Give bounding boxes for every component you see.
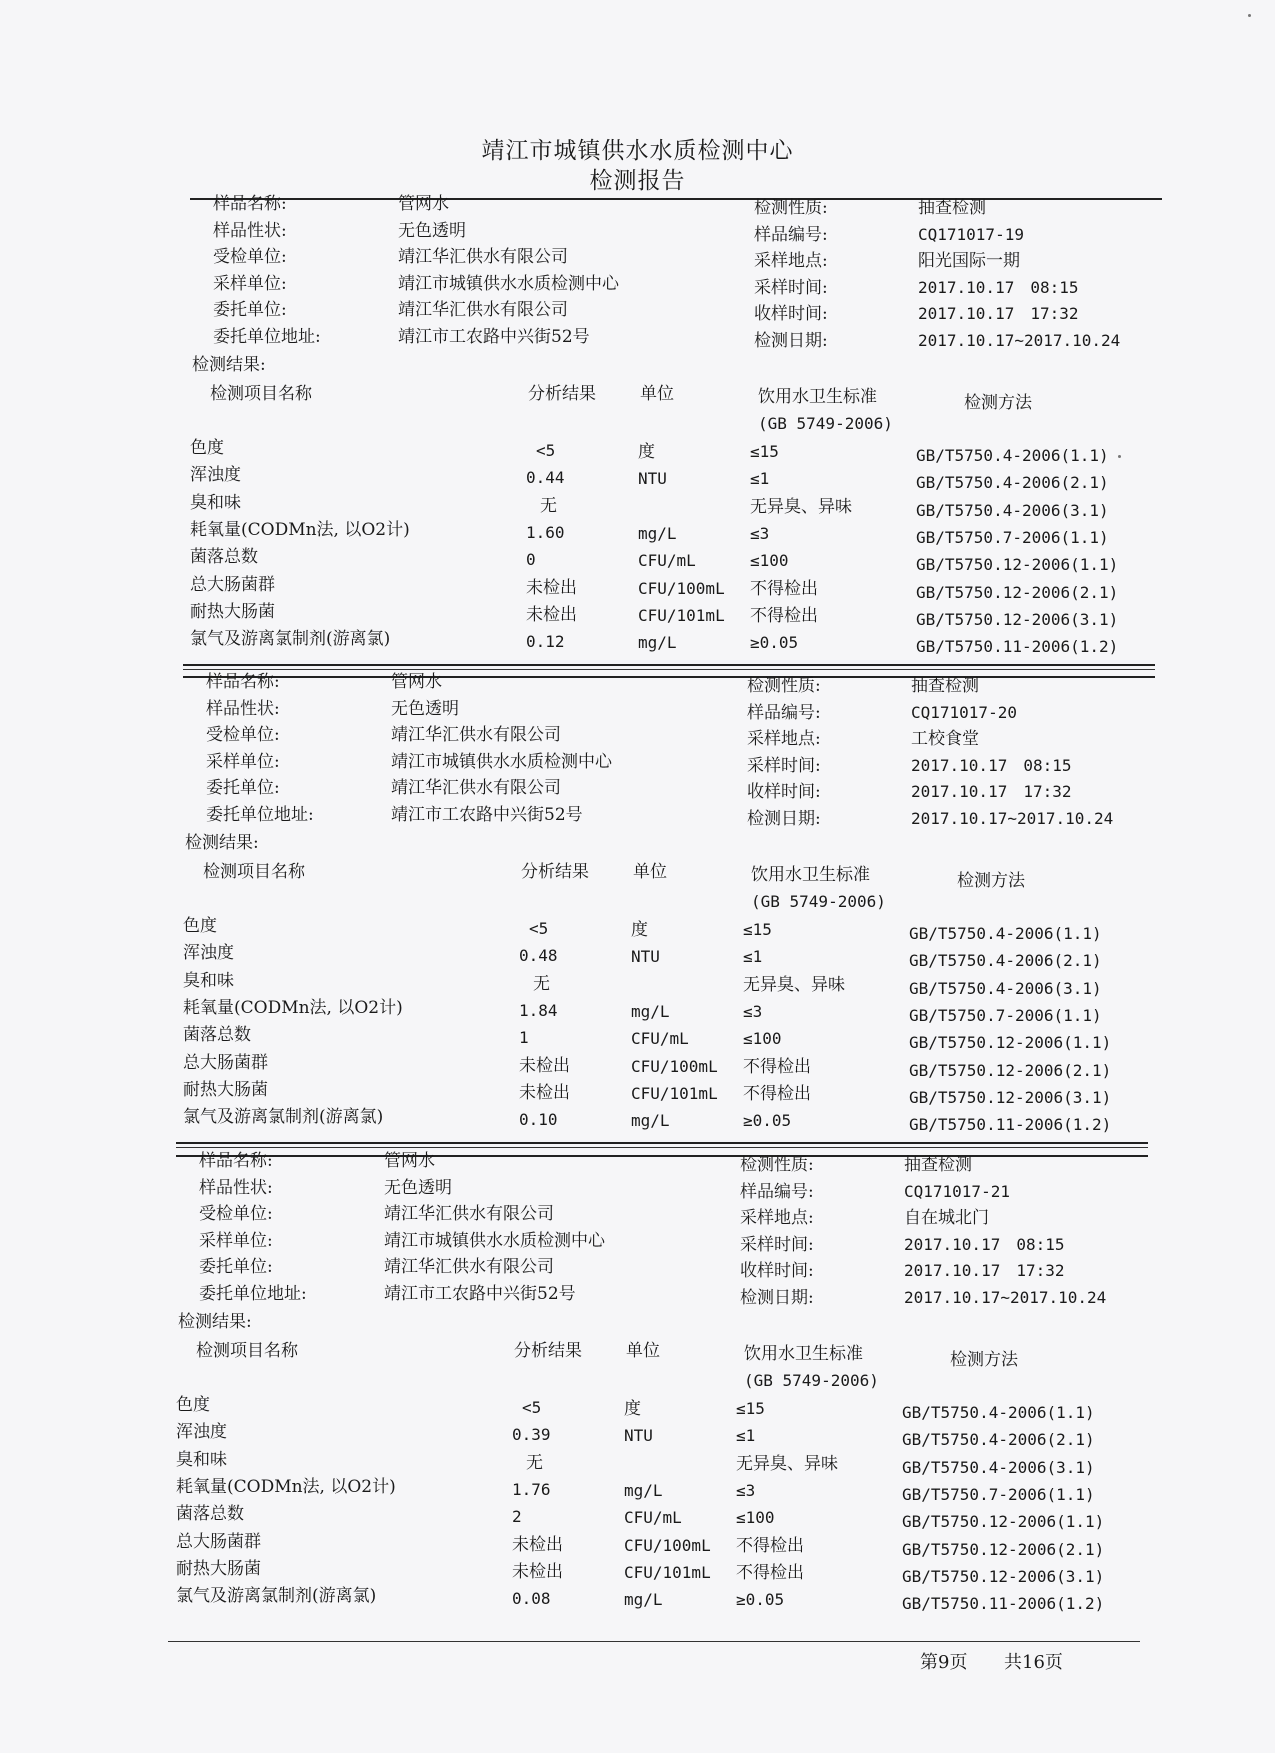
unit-value: CFU/mL [631, 1029, 689, 1049]
method-value: GB/T5750.4-2006(1.1) [916, 446, 1109, 465]
test-nature-value: 抽查检测 [918, 198, 986, 218]
entrusting-address-value: 靖江市工农路中兴街52号 [384, 1283, 576, 1304]
column-header-standard: 饮用水卫生标准 [744, 1344, 863, 1364]
test-nature-value: 抽查检测 [904, 1155, 972, 1175]
standard-value: 无异臭、异味 [743, 974, 845, 995]
method-value: GB/T5750.12-2006(3.1) [902, 1566, 1105, 1586]
sampling-time-label: 采样时间: [747, 755, 821, 776]
unit-value: mg/L [631, 1001, 670, 1021]
sample-state-value: 无色透明 [398, 220, 466, 241]
sample-name-value: 管网水 [391, 672, 442, 692]
entrusting-address-value: 靖江市工农路中兴街52号 [391, 804, 583, 825]
item-name: 菌落总数 [190, 547, 258, 568]
standard-value: 不得检出 [743, 1083, 811, 1104]
item-name: 色度 [190, 438, 224, 458]
entrusting-unit-label: 委托单位: [206, 778, 280, 798]
unit-value: mg/L [624, 1480, 663, 1500]
inspected-unit-value: 靖江华汇供水有限公司 [391, 725, 561, 745]
column-header-item: 检测项目名称 [203, 862, 305, 882]
sampling-site-label: 采样地点: [740, 1208, 814, 1228]
method-value: GB/T5750.7-2006(1.1) [909, 1005, 1102, 1025]
receiving-time-value: 2017.10.17 17:32 [904, 1261, 1065, 1280]
sampling-unit-value: 靖江市城镇供水水质检测中心 [391, 751, 612, 772]
sample-no-label: 样品编号: [754, 224, 828, 245]
test-date-label: 检测日期: [747, 808, 821, 829]
result-value: 未检出 [526, 577, 577, 598]
standard-value: ≤1 [750, 469, 770, 489]
item-name: 耗氧量(CODMn法, 以O2计) [176, 1476, 396, 1497]
sample-state-value: 无色透明 [384, 1177, 452, 1198]
result-value: 未检出 [519, 1055, 570, 1076]
item-name: 氯气及游离氯制剂(游离氯) [176, 1586, 377, 1607]
column-header-unit: 单位 [633, 862, 667, 882]
sampling-site-value: 自在城北门 [904, 1208, 989, 1228]
standard-value: ≥0.05 [743, 1111, 792, 1131]
method-value: GB/T5750.11-2006(1.2) [909, 1115, 1112, 1135]
standard-value: ≤3 [750, 523, 770, 543]
sample-state-value: 无色透明 [391, 698, 459, 719]
page-number: 第9页 [920, 1652, 968, 1673]
result-value: 无 [526, 1452, 543, 1473]
inspected-unit-value: 靖江华汇供水有限公司 [384, 1204, 554, 1224]
method-value: GB/T5750.12-2006(3.1) [909, 1087, 1112, 1107]
item-name: 氯气及游离氯制剂(游离氯) [190, 629, 391, 650]
method-value: GB/T5750.12-2006(1.1) [902, 1512, 1105, 1532]
section-bottom-rule-inner [183, 669, 1155, 670]
standard-value: ≥0.05 [736, 1590, 785, 1610]
organization-title: 靖江市城镇供水水质检测中心 [481, 138, 794, 164]
result-value: 0 [526, 550, 536, 570]
unit-value: NTU [631, 947, 660, 967]
test-date-value: 2017.10.17~2017.10.24 [904, 1287, 1107, 1307]
column-header-standard: 饮用水卫生标准 [758, 387, 877, 407]
column-header-unit: 单位 [640, 384, 674, 404]
method-value: GB/T5750.11-2006(1.2) [902, 1594, 1105, 1614]
sampling-site-label: 采样地点: [754, 251, 828, 271]
sample-name-label: 样品名称: [199, 1151, 273, 1171]
sample-state-label: 样品性状: [206, 698, 280, 719]
unit-value: 度 [624, 1399, 641, 1419]
result-value: 无 [540, 495, 557, 516]
item-name: 总大肠菌群 [190, 574, 275, 595]
item-name: 总大肠菌群 [176, 1531, 261, 1552]
inspected-unit-label: 受检单位: [213, 247, 287, 267]
item-name: 菌落总数 [176, 1504, 244, 1525]
entrusting-address-label: 委托单位地址: [206, 804, 314, 825]
unit-value: CFU/100mL [638, 578, 725, 598]
item-name: 浑浊度 [183, 943, 234, 964]
test-date-value: 2017.10.17~2017.10.24 [918, 330, 1121, 350]
standard-value: ≤15 [743, 920, 772, 939]
result-value: 1.84 [519, 1000, 558, 1020]
section-bottom-rule [176, 1142, 1148, 1144]
test-date-label: 检测日期: [740, 1287, 814, 1308]
unit-value: CFU/101mL [638, 605, 725, 625]
entrusting-address-value: 靖江市工农路中兴街52号 [398, 326, 590, 347]
results-label: 检测结果: [178, 1312, 252, 1332]
result-value: 1.76 [512, 1479, 551, 1499]
section-top-rule [190, 198, 1162, 200]
sample-no-label: 样品编号: [747, 702, 821, 723]
result-value: 0.08 [512, 1589, 551, 1609]
standard-value: 不得检出 [750, 605, 818, 626]
column-header-method: 检测方法 [957, 871, 1025, 891]
result-value: 0.48 [519, 946, 558, 966]
method-value: GB/T5750.12-2006(3.1) [916, 609, 1119, 629]
test-date-label: 检测日期: [754, 330, 828, 351]
method-value: GB/T5750.12-2006(1.1) [909, 1033, 1112, 1053]
results-label: 检测结果: [185, 833, 259, 853]
scan-speck [1248, 14, 1251, 17]
standard-value: 不得检出 [736, 1562, 804, 1583]
result-value: 未检出 [526, 604, 577, 625]
result-value: 0.12 [526, 632, 565, 652]
sample-name-value: 管网水 [384, 1151, 435, 1171]
item-name: 耐热大肠菌 [176, 1558, 261, 1579]
section-bottom-rule-inner [176, 1147, 1148, 1148]
receiving-time-label: 收样时间: [740, 1261, 814, 1281]
test-date-value: 2017.10.17~2017.10.24 [911, 808, 1114, 828]
unit-value: CFU/101mL [624, 1562, 711, 1582]
method-value: GB/T5750.4-2006(3.1) [916, 500, 1109, 520]
standard-value: ≤100 [736, 1508, 775, 1528]
item-name: 氯气及游离氯制剂(游离氯) [183, 1107, 384, 1128]
sampling-unit-label: 采样单位: [213, 273, 287, 294]
unit-value: CFU/mL [638, 551, 696, 571]
column-header-standard: 饮用水卫生标准 [751, 865, 870, 885]
result-value: 未检出 [512, 1561, 563, 1582]
test-nature-label: 检测性质: [754, 198, 828, 218]
entrusting-unit-value: 靖江华汇供水有限公司 [384, 1257, 554, 1277]
sample-state-label: 样品性状: [199, 1177, 273, 1198]
inspected-unit-value: 靖江华汇供水有限公司 [398, 247, 568, 267]
unit-value: CFU/mL [624, 1508, 682, 1528]
result-value: <5 [529, 919, 549, 938]
column-header-result: 分析结果 [514, 1341, 582, 1361]
section-top-rule [183, 676, 1155, 678]
sampling-time-value: 2017.10.17 08:15 [904, 1234, 1065, 1254]
method-value: GB/T5750.4-2006(1.1) [909, 924, 1102, 943]
inspected-unit-label: 受检单位: [199, 1204, 273, 1224]
entrusting-address-label: 委托单位地址: [199, 1283, 307, 1304]
result-value: 1 [519, 1028, 529, 1048]
sampling-time-value: 2017.10.17 08:15 [911, 755, 1072, 775]
unit-value: CFU/101mL [631, 1083, 718, 1103]
standard-value: 不得检出 [750, 578, 818, 599]
standard-value: 不得检出 [736, 1535, 804, 1556]
column-header-method: 检测方法 [964, 393, 1032, 413]
result-value: <5 [522, 1398, 542, 1417]
item-name: 浑浊度 [190, 465, 241, 486]
column-header-method: 检测方法 [950, 1350, 1018, 1370]
column-header-unit: 单位 [626, 1341, 660, 1361]
column-header-standard-code: (GB 5749-2006) [758, 414, 893, 433]
sampling-time-value: 2017.10.17 08:15 [918, 277, 1079, 297]
result-value: 0.44 [526, 468, 565, 488]
item-name: 菌落总数 [183, 1025, 251, 1046]
method-value: GB/T5750.12-2006(2.1) [902, 1539, 1105, 1559]
receiving-time-value: 2017.10.17 17:32 [911, 782, 1072, 801]
item-name: 耐热大肠菌 [183, 1079, 268, 1100]
entrusting-address-label: 委托单位地址: [213, 326, 321, 347]
test-nature-value: 抽查检测 [911, 676, 979, 696]
sampling-time-label: 采样时间: [740, 1234, 814, 1255]
section-bottom-rule [183, 664, 1155, 666]
entrusting-unit-label: 委托单位: [199, 1257, 273, 1277]
unit-value: mg/L [638, 523, 677, 543]
result-value: 2 [512, 1507, 522, 1527]
sample-name-value: 管网水 [398, 194, 449, 214]
standard-value: ≤1 [743, 947, 763, 967]
standard-value: ≤1 [736, 1426, 756, 1446]
column-header-item: 检测项目名称 [196, 1341, 298, 1361]
receiving-time-label: 收样时间: [747, 782, 821, 802]
sample-no-value: CQ171017-19 [918, 224, 1024, 244]
standard-value: 不得检出 [743, 1056, 811, 1077]
inspected-unit-label: 受检单位: [206, 725, 280, 745]
unit-value: mg/L [638, 633, 677, 653]
standard-value: ≥0.05 [750, 633, 799, 653]
sampling-unit-value: 靖江市城镇供水水质检测中心 [398, 273, 619, 294]
column-header-result: 分析结果 [521, 862, 589, 882]
column-header-item: 检测项目名称 [210, 384, 312, 404]
section-top-rule [176, 1155, 1148, 1157]
sample-no-label: 样品编号: [740, 1181, 814, 1202]
sampling-unit-label: 采样单位: [199, 1230, 273, 1251]
page-total: 共16页 [1004, 1652, 1063, 1673]
standard-value: ≤15 [750, 442, 779, 461]
column-header-result: 分析结果 [528, 384, 596, 404]
standard-value: ≤100 [743, 1029, 782, 1049]
unit-value: CFU/100mL [631, 1056, 718, 1076]
item-name: 浑浊度 [176, 1422, 227, 1443]
entrusting-unit-label: 委托单位: [213, 300, 287, 320]
unit-value: mg/L [631, 1111, 670, 1131]
sampling-unit-label: 采样单位: [206, 751, 280, 772]
result-value: 未检出 [512, 1534, 563, 1555]
sample-no-value: CQ171017-21 [904, 1181, 1010, 1201]
sampling-time-label: 采样时间: [754, 277, 828, 298]
method-value: GB/T5750.4-2006(1.1) [902, 1403, 1095, 1422]
item-name: 臭和味 [176, 1449, 227, 1470]
scan-speck [1118, 455, 1121, 458]
method-value: GB/T5750.12-2006(1.1) [916, 555, 1119, 575]
entrusting-unit-value: 靖江华汇供水有限公司 [391, 778, 561, 798]
method-value: GB/T5750.12-2006(2.1) [916, 582, 1119, 602]
result-value: 无 [533, 973, 550, 994]
item-name: 耐热大肠菌 [190, 601, 275, 622]
item-name: 臭和味 [183, 970, 234, 991]
test-nature-label: 检测性质: [740, 1155, 814, 1175]
method-value: GB/T5750.12-2006(2.1) [909, 1060, 1112, 1080]
sampling-site-value: 阳光国际一期 [918, 251, 1020, 271]
method-value: GB/T5750.7-2006(1.1) [902, 1484, 1095, 1504]
entrusting-unit-value: 靖江华汇供水有限公司 [398, 300, 568, 320]
receiving-time-label: 收样时间: [754, 304, 828, 324]
method-value: GB/T5750.4-2006(2.1) [902, 1430, 1095, 1450]
sampling-site-label: 采样地点: [747, 729, 821, 749]
method-value: GB/T5750.11-2006(1.2) [916, 637, 1119, 657]
column-header-standard-code: (GB 5749-2006) [744, 1371, 879, 1390]
sampling-unit-value: 靖江市城镇供水水质检测中心 [384, 1230, 605, 1251]
result-value: 1.60 [526, 522, 565, 542]
receiving-time-value: 2017.10.17 17:32 [918, 304, 1079, 323]
item-name: 总大肠菌群 [183, 1052, 268, 1073]
result-value: <5 [536, 441, 556, 460]
unit-value: 度 [631, 920, 648, 940]
sample-name-label: 样品名称: [213, 194, 287, 214]
standard-value: ≤3 [736, 1480, 756, 1500]
method-value: GB/T5750.4-2006(3.1) [902, 1457, 1095, 1477]
footer-rule [168, 1641, 1140, 1642]
result-value: 未检出 [519, 1082, 570, 1103]
report-title: 检测报告 [589, 168, 686, 194]
item-name: 色度 [183, 916, 217, 936]
standard-value: ≤3 [743, 1001, 763, 1021]
unit-value: 度 [638, 442, 655, 462]
item-name: 色度 [176, 1395, 210, 1415]
standard-value: 无异臭、异味 [750, 496, 852, 517]
unit-value: CFU/100mL [624, 1535, 711, 1555]
standard-value: ≤100 [750, 551, 789, 571]
result-value: 0.10 [519, 1110, 558, 1130]
method-value: GB/T5750.7-2006(1.1) [916, 527, 1109, 547]
item-name: 臭和味 [190, 492, 241, 513]
sample-no-value: CQ171017-20 [911, 702, 1017, 722]
method-value: GB/T5750.4-2006(3.1) [909, 978, 1102, 998]
result-value: 0.39 [512, 1425, 551, 1445]
item-name: 耗氧量(CODMn法, 以O2计) [183, 997, 403, 1018]
sample-state-label: 样品性状: [213, 220, 287, 241]
results-label: 检测结果: [192, 355, 266, 375]
unit-value: mg/L [624, 1590, 663, 1610]
sampling-site-value: 工校食堂 [911, 729, 979, 749]
sample-name-label: 样品名称: [206, 672, 280, 692]
standard-value: ≤15 [736, 1399, 765, 1418]
method-value: GB/T5750.4-2006(2.1) [916, 473, 1109, 493]
test-nature-label: 检测性质: [747, 676, 821, 696]
method-value: GB/T5750.4-2006(2.1) [909, 951, 1102, 971]
unit-value: NTU [624, 1426, 653, 1446]
item-name: 耗氧量(CODMn法, 以O2计) [190, 519, 410, 540]
column-header-standard-code: (GB 5749-2006) [751, 892, 886, 911]
standard-value: 无异臭、异味 [736, 1453, 838, 1474]
unit-value: NTU [638, 469, 667, 489]
